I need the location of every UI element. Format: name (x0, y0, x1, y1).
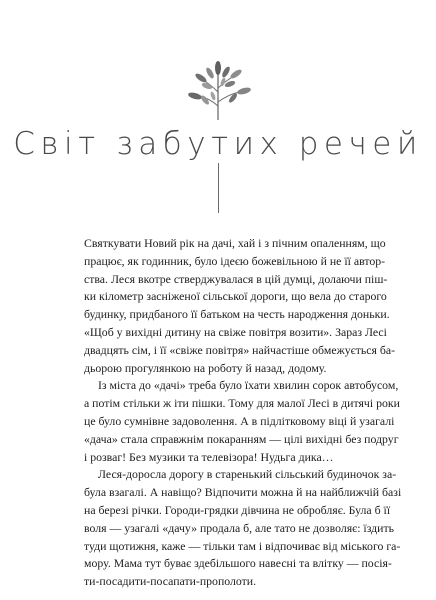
paragraph-2-line: «дача» стала справжнім покаранням — цілі вихідні без подруг (84, 431, 399, 446)
chapter-title: Світ забутих речей (13, 126, 423, 162)
paragraph-1-line: Святкувати Новий рік на дачі, хай і з пічним опаленням, що (84, 236, 386, 250)
paragraph-2-line: це було сумнівне задоволення. А в підлітковому віці й узагалі (84, 413, 395, 428)
paragraph-1-line: «Щоб у вихідні дитину на свіже повітря возити». Зараз Лесі (84, 324, 387, 339)
paragraph-3-line: воля — узагалі «дачу» продала б, але тато не дозволяє: їздить (84, 520, 395, 535)
paragraph-1-line: будинку, придбаного її батьком на честь народження доньки. (84, 307, 390, 322)
paragraph-3-line: мору. Мама тут буває здебільшого навесні та влітку — посія- (84, 556, 392, 571)
paragraph-3-line: була взагалі. А навіщо? Відпочити можна й на найближчій базі (84, 485, 402, 500)
paragraph-1-line: дьорою прогулянкою на роботу й назад, додому. (84, 360, 327, 375)
paragraph-3-line: Леся-доросла дорогу в старенький сільський будиночок за- (98, 467, 397, 482)
paragraph-1-line: двадцять сім, і її «свіже повітря» найчастіше обмежується ба- (84, 342, 396, 357)
body-text (84, 235, 402, 591)
paragraph-1-line: ки кілометр засніженої сільської дороги, що вела до старого (84, 289, 387, 304)
paragraph-1-line: працює, як годинник, було ідеєю божевільною й не її автор- (84, 253, 386, 268)
paragraph-2-line: Із міста до «дачі» треба було їхати хвилин сорок автобусом, (98, 378, 399, 393)
sprig-of-leaves-icon (183, 56, 255, 120)
paragraph-container (84, 235, 402, 591)
paragraph-2-line: а потім стільки ж іти пішки. Тому для малої Лесі в дитячі роки (84, 396, 400, 411)
title-stem-divider (218, 163, 219, 213)
paragraph-2-line: і розваг! Без музики та телевізора! Нудьга дика… (84, 449, 334, 464)
paragraph-1-line: ства. Леся вкотре стверджувалася в цій думці, долаючи піш- (84, 271, 388, 286)
paragraph-3-line: на березі річки. Городи-грядки дівчина не обробляє. Була б її (84, 502, 391, 517)
paragraph-3-line: ти-посадити-посапати-прополоти. (84, 574, 257, 589)
paragraph-3-line: туди щотижня, каже — тільки там і відпочиває від міського га- (84, 538, 401, 553)
